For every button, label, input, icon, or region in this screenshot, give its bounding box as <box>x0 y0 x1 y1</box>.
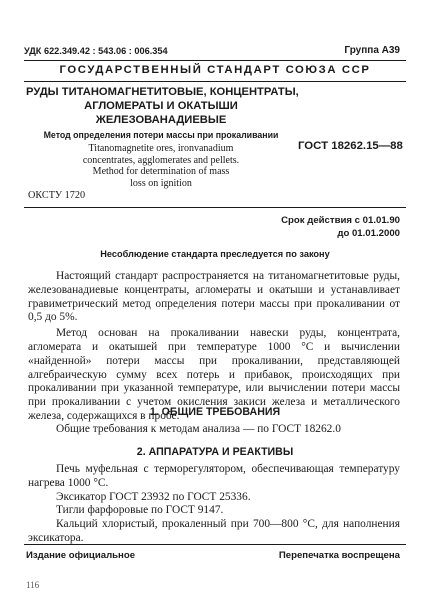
section-2-item: Кальций хлористый, прокаленный при 700—800 °С, для наполнения эксикатора. <box>28 518 400 544</box>
standard-banner: ГОСУДАРСТВЕННЫЙ СТАНДАРТ СОЮЗА ССР <box>59 64 371 76</box>
title-rule <box>24 207 406 208</box>
section-2-item: Эксикатор ГОСТ 23932 по ГОСТ 25336. <box>56 490 251 503</box>
english-title-line: Titanomagnetite ores, ironvanadium <box>88 143 234 154</box>
section-1-heading: 1. ОБЩИЕ ТРЕБОВАНИЯ <box>149 406 281 418</box>
intro-text <box>28 270 400 424</box>
official-edition: Издание официальное <box>26 550 136 561</box>
title-line-2: АГЛОМЕРАТЫ И ОКАТЫШИ <box>84 100 238 112</box>
gost-number: ГОСТ 18262.15—88 <box>298 140 403 152</box>
udc-code: УДК 622.349.42 : 543.06 : 006.354 <box>24 46 168 56</box>
english-title-line: Method for determination of mass <box>92 166 230 177</box>
english-title-line: concentrates, agglomerates and pellets. <box>82 154 240 166</box>
section-1-text: Общие требования к методам анализа — по ГОСТ 18262.0 <box>56 423 341 435</box>
top-rule <box>24 60 406 61</box>
section-2-item: Тигли фарфоровые по ГОСТ 9147. <box>56 504 224 517</box>
okstu-code: ОКСТУ 1720 <box>28 190 86 201</box>
validity-from: Срок действия с 01.01.90 <box>281 215 400 226</box>
page-number: 116 <box>26 580 40 590</box>
reprint-prohibited: Перепечатка воспрещена <box>278 550 400 561</box>
intro-paragraph-1: Настоящий стандарт распространяется на титаномагнетитовые руды, железованадиевые концентраты, агломераты и окатыши и устанавливает гравиметрический метод определения потери массы при прокаливании от 0,5 до 5%. <box>28 270 400 324</box>
section-2-heading: 2. АППАРАТУРА И РЕАКТИВЫ <box>136 446 294 458</box>
title-line-1: РУДЫ ТИТАНОМАГНЕТИТОВЫЕ, КОНЦЕНТРАТЫ, <box>26 86 299 98</box>
non-compliance-notice: Несоблюдение стандарта преследуется по закону <box>100 249 330 259</box>
english-title <box>26 143 296 189</box>
group-code: Группа А39 <box>344 45 400 56</box>
validity-to: до 01.01.2000 <box>337 228 400 239</box>
english-title-line: loss on ignition <box>130 177 192 189</box>
intro-paragraph-2: Метод основан на прокаливании навески руды, концентрата, агломерата и окатышей при температуре 1000 °С и вычислении «найденной» потери массы при прокаливании, представляющей алгебраическую сумму всех потерь и прибавок, происходящих при прокаливании при указанной температуре, или вычислении потери массы при прокаливании с учетом окисления закиси железа и металлического железа, содержащихся в пробе. <box>28 327 400 422</box>
title-subtitle: Метод определения потери массы при прокаливании <box>43 130 279 140</box>
section-1-body <box>28 423 400 437</box>
title-line-3: ЖЕЛЕЗОВАНАДИЕВЫЕ <box>95 114 227 126</box>
banner-rule <box>24 81 406 82</box>
footer-rule <box>24 544 406 545</box>
section-2-item: Печь муфельная с терморегулятором, обеспечивающая температуру нагрева 1000 °С. <box>28 463 400 489</box>
section-2-body <box>28 463 400 546</box>
